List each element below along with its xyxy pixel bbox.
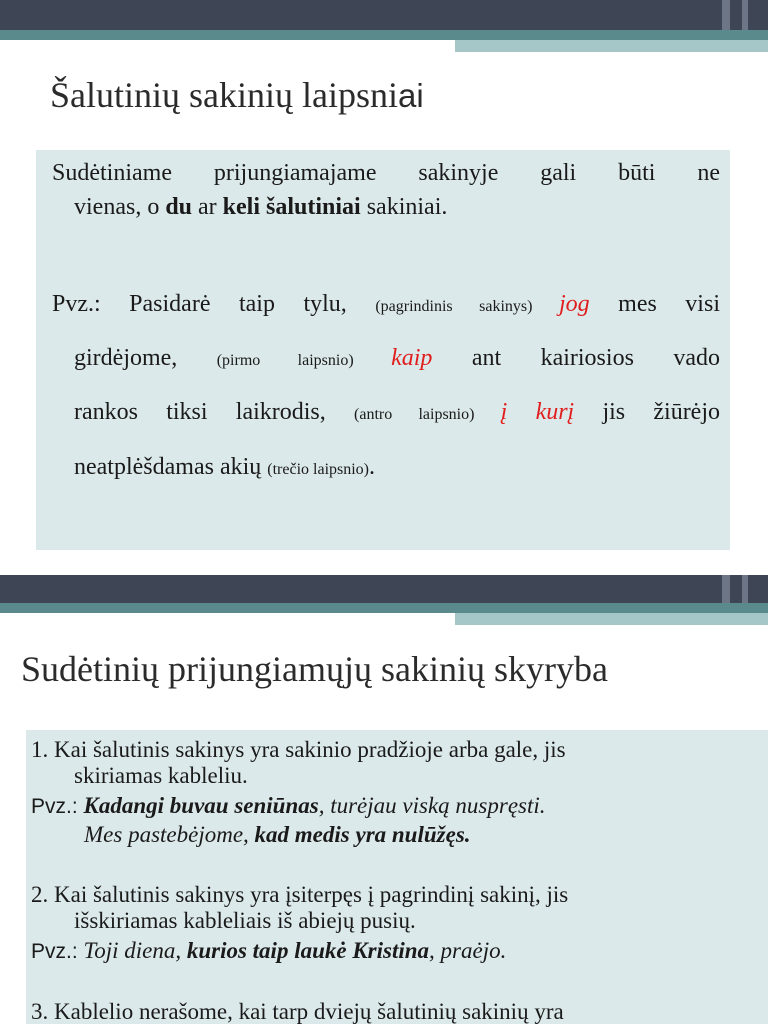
intro-paragraph: [52, 161, 720, 219]
header-band-light: [455, 613, 768, 625]
example-line-4: [74, 455, 720, 479]
rule-2-line-1: 2. Kai šalutinis sakinys yra įsiterpęs į pagrindinį sakinį, jis: [31, 882, 569, 907]
header-band-teal: [0, 30, 768, 40]
rule-1-example-1: [31, 794, 546, 817]
intro-bold-du: du: [165, 194, 193, 220]
example-line-2-wrap: [74, 346, 720, 370]
example-line-4-wrap: [74, 455, 720, 479]
example-text: Pvz.: Pasidarė taip tylu,: [52, 291, 376, 317]
example-label: Pvz.:: [31, 795, 84, 818]
example-bold: kad medis yra nulūžęs.: [254, 822, 471, 847]
intro-text: sakiniai.: [360, 194, 448, 220]
example-text: rankos tiksi laikrodis,: [74, 399, 355, 425]
example-italic: , turėjau viską nuspręsti.: [318, 793, 546, 818]
example-text: girdėjome,: [74, 345, 217, 371]
header-accent-stripe: [742, 575, 748, 603]
example-italic: Mes pastebėjome,: [84, 822, 255, 847]
clause-note-first: (pirmo laipsnio): [216, 352, 392, 369]
header-band-dark: [0, 575, 768, 603]
clause-note-main: (pagrindinis sakinys): [375, 298, 559, 315]
example-italic: , praėjo.: [429, 938, 507, 963]
intro-line-2: [52, 195, 720, 219]
example-text: jis žiūrėjo: [574, 399, 720, 425]
intro-bold-keli: keli šalutiniai: [222, 194, 361, 220]
content-box: [36, 150, 730, 550]
conjunction-jog: jog: [558, 291, 590, 317]
example-text: ant kairiosios vado: [432, 345, 720, 371]
header-band-teal: [0, 603, 768, 613]
header-accent-stripe: [722, 575, 730, 603]
rule-1-line-1: 1. Kai šalutinis sakinys yra sakinio pradžioje arba gale, jis: [31, 737, 566, 762]
title-main: Šalutinių sakinių laipsni: [50, 75, 398, 115]
header-accent-stripe: [742, 0, 748, 30]
example-italic: Toji diena,: [83, 938, 187, 963]
clause-note-third: (trečio laipsnio): [267, 461, 370, 478]
example-line-1: [52, 292, 720, 316]
example-text: neatplėšdamas akių: [74, 454, 268, 480]
example-label: Pvz.:: [31, 940, 84, 963]
rule-2-line-2: išskiriamas kableliais iš abiejų pusių.: [74, 908, 416, 933]
slide-title: [50, 74, 424, 116]
conjunction-kaip: kaip: [391, 345, 433, 371]
slide-2: [0, 575, 768, 1024]
example-line-3: [74, 400, 720, 424]
clause-note-second: (antro laipsnio): [354, 406, 501, 423]
slide-title: Sudėtinių prijungiamųjų sakinių skyryba: [21, 649, 608, 689]
example-line-2: [74, 346, 720, 370]
example-text: .: [369, 454, 376, 480]
example-bold: Kadangi buvau seniūnas: [83, 793, 319, 818]
rule-2-example: [31, 939, 506, 962]
content-box: [26, 730, 768, 1024]
title-tail: ai: [398, 77, 424, 114]
header-band-dark: [0, 0, 768, 30]
example-line-3-wrap: [74, 400, 720, 424]
header-band-light: [455, 40, 768, 52]
intro-line-1: Sudėtiniame prijungiamajame sakinyje gali būti ne: [52, 160, 720, 186]
rule-1-example-2: [84, 823, 471, 846]
example-paragraph: [52, 292, 720, 316]
rule-1-line-2: skiriamas kableliu.: [74, 763, 248, 788]
intro-text: vienas, o: [74, 194, 166, 220]
example-bold: kurios taip laukė Kristina: [186, 938, 430, 963]
rule-3-line-1: 3. Kablelio nerašome, kai tarp dviejų šalutinių sakinių yra: [31, 999, 564, 1024]
example-text: mes visi: [589, 291, 720, 317]
conjunction-i-kuri: į kurį: [500, 399, 575, 425]
intro-text: ar: [192, 194, 223, 220]
header-accent-stripe: [722, 0, 730, 30]
